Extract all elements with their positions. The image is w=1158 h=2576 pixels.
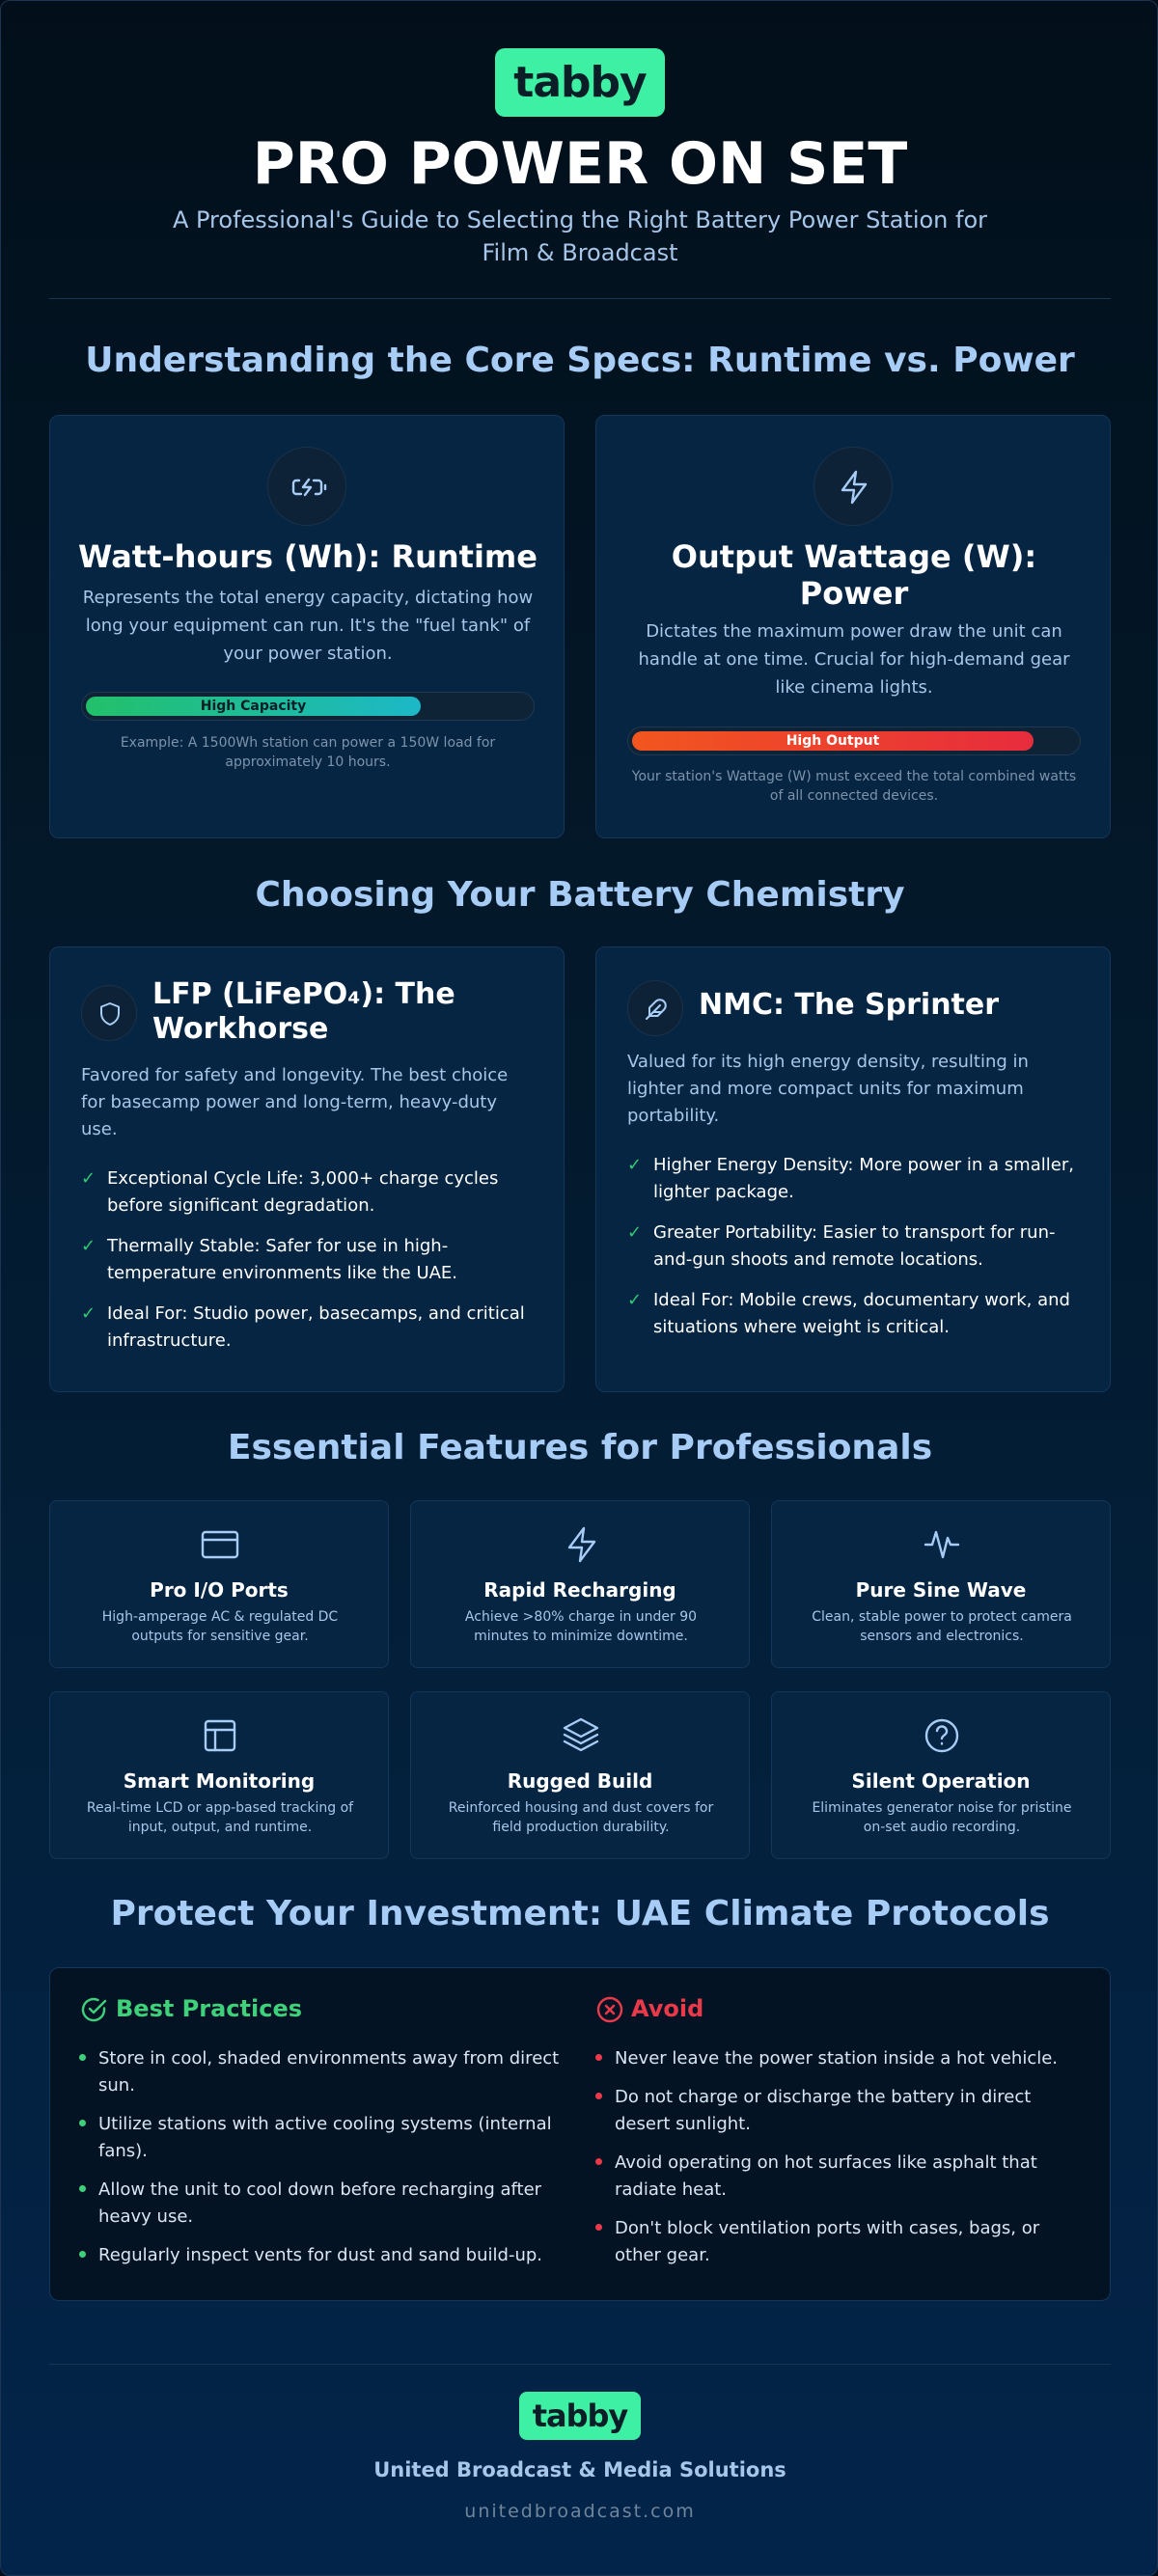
list-item: Do not charge or discharge the battery in direct desert sunlight. [595,2084,1078,2138]
section-title-specs: Understanding the Core Specs: Runtime vs. Power [85,341,1075,380]
spec-body-runtime: Represents the total energy capacity, dictating how long your equipment can run. It's the "fuel tank" of your power station. [82,588,534,664]
bullet-dot [595,2054,602,2061]
battery-charging-icon [267,447,346,526]
header-divider [49,298,1111,299]
capacity-bar-track [81,692,535,721]
feature-desc: High-amperage AC & regulated DC outputs for sensitive gear. [101,1609,339,1644]
question-circle-icon [922,1715,962,1756]
feature-desc: Reinforced housing and dust covers for field production durability. [448,1800,714,1835]
check-icon: ✓ [81,1236,96,1256]
tabby-logo-footer: tabby [519,2392,641,2440]
feature-card-silent [771,1691,1111,1859]
list-item: Utilize stations with active cooling systems (internal fans). [79,2111,562,2165]
feature-card-sine-wave [771,1500,1111,1668]
bullet-dot [79,2120,86,2126]
feature-card-rugged [410,1691,750,1859]
chem-body-nmc: Valued for its high energy density, resulting in lighter and more compact units for maximum portability. [627,1052,1029,1126]
feature-card-ports [49,1500,389,1668]
lightning-bolt-icon [561,1524,601,1565]
feature-card-recharging [410,1500,750,1668]
shield-icon [81,985,137,1041]
spec-heading-power: Output Wattage (W): Power [671,538,1037,612]
feather-icon [627,980,683,1036]
x-circle-icon [595,1995,624,2024]
list-item: ✓ Thermally Stable: Safer for use in high-temperature environments like the UAE. [81,1233,544,1287]
bullet-dot [79,2054,86,2061]
check-icon: ✓ [627,1290,643,1310]
chem-card-lfp [49,946,565,1392]
check-icon: ✓ [627,1222,643,1243]
lightning-bolt-icon [813,447,893,526]
capacity-bar-fill: High Capacity [86,697,421,716]
list-item: Allow the unit to cool down before recharging after heavy use. [79,2177,562,2231]
organization-name: United Broadcast & Media Solutions [373,2458,786,2481]
spec-card-power [595,415,1111,838]
spec-note-runtime: Example: A 1500Wh station can power a 150W load for approximately 10 hours. [120,735,496,770]
feature-title: Rugged Build [507,1769,653,1793]
section-title-climate: Protect Your Investment: UAE Climate Protocols [110,1894,1050,1933]
avoid-list [595,2045,1078,2281]
feature-card-monitoring [49,1691,389,1859]
section-title-chemistry: Choosing Your Battery Chemistry [255,875,905,915]
feature-title: Silent Operation [851,1769,1031,1793]
bullet-dot [79,2251,86,2258]
page-subtitle: A Professional's Guide to Selecting the Right Battery Power Station for Film & Broadcast [172,206,988,266]
chem-body-lfp: Favored for safety and longevity. The best choice for basecamp power and long-term, heavy-duty use. [81,1065,509,1139]
list-item: ✓ Exceptional Cycle Life: 3,000+ charge cycles before significant degradation. [81,1165,544,1219]
chem-heading-lfp: LFP (LiFePO₄): The Workhorse [152,977,455,1046]
section-title-features: Essential Features for Professionals [227,1428,933,1467]
list-item: Don't block ventilation ports with cases, bags, or other gear. [595,2215,1078,2269]
bullet-dot [79,2185,86,2192]
output-bar-track [627,726,1081,755]
list-item: Regularly inspect vents for dust and sand build-up. [79,2242,562,2269]
check-icon: ✓ [627,1155,643,1175]
check-circle-icon [79,1995,108,2024]
bullet-dot [595,2093,602,2099]
list-item: ✓ Greater Portability: Easier to transport for run-and-gun shoots and remote locations. [627,1219,1090,1274]
best-practices-heading: Best Practices [116,1995,303,2022]
list-item: ✓ Ideal For: Studio power, basecamps, and critical infrastructure. [81,1301,544,1355]
feature-title: Pure Sine Wave [855,1578,1027,1602]
list-item: Store in cool, shaded environments away from direct sun. [79,2045,562,2099]
best-practices-list [79,2045,562,2281]
waveform-icon [922,1524,962,1565]
feature-title: Pro I/O Ports [150,1578,289,1602]
list-item: Avoid operating on hot surfaces like asphalt that radiate heat. [595,2150,1078,2204]
feature-desc: Clean, stable power to protect camera sensors and electronics. [812,1609,1072,1644]
avoid-heading: Avoid [631,1995,704,2022]
list-item: Never leave the power station inside a hot vehicle. [595,2045,1078,2072]
tabby-logo: tabby [495,48,665,117]
credit-card-icon [200,1524,240,1565]
bullet-dot [595,2224,602,2231]
chem-heading-nmc: NMC: The Sprinter [699,988,1000,1022]
feature-title: Rapid Recharging [483,1578,676,1602]
feature-title: Smart Monitoring [123,1769,316,1793]
spec-body-power: Dictates the maximum power draw the unit can handle at one time. Crucial for high-demand gear like cinema lights. [638,621,1070,698]
bullet-dot [595,2158,602,2165]
spec-heading-runtime: Watt-hours (Wh): Runtime [78,538,538,575]
footer-divider [49,2364,1111,2365]
page-title: PRO POWER ON SET [252,130,908,198]
feature-desc: Real-time LCD or app-based tracking of input, output, and runtime. [86,1800,354,1835]
spec-card-runtime [49,415,565,838]
check-icon: ✓ [81,1168,96,1189]
website-link[interactable]: unitedbroadcast.com [464,2501,696,2522]
check-icon: ✓ [81,1303,96,1324]
climate-protocols-panel [49,1967,1111,2301]
chem-card-nmc [595,946,1111,1392]
output-bar-fill: High Output [632,731,1034,751]
layout-panel-icon [200,1715,240,1756]
layers-icon [561,1715,601,1756]
feature-desc: Achieve >80% charge in under 90 minutes to minimize downtime. [464,1609,698,1644]
list-item: ✓ Higher Energy Density: More power in a smaller, lighter package. [627,1152,1090,1206]
spec-note-power: Your station's Wattage (W) must exceed the total combined watts of all connected devices. [631,769,1077,804]
nmc-points-list [627,1152,1090,1355]
list-item: ✓ Ideal For: Mobile crews, documentary work, and situations where weight is critical. [627,1287,1090,1341]
feature-desc: Eliminates generator noise for pristine on-set audio recording. [812,1800,1072,1835]
lfp-points-list [81,1165,544,1368]
